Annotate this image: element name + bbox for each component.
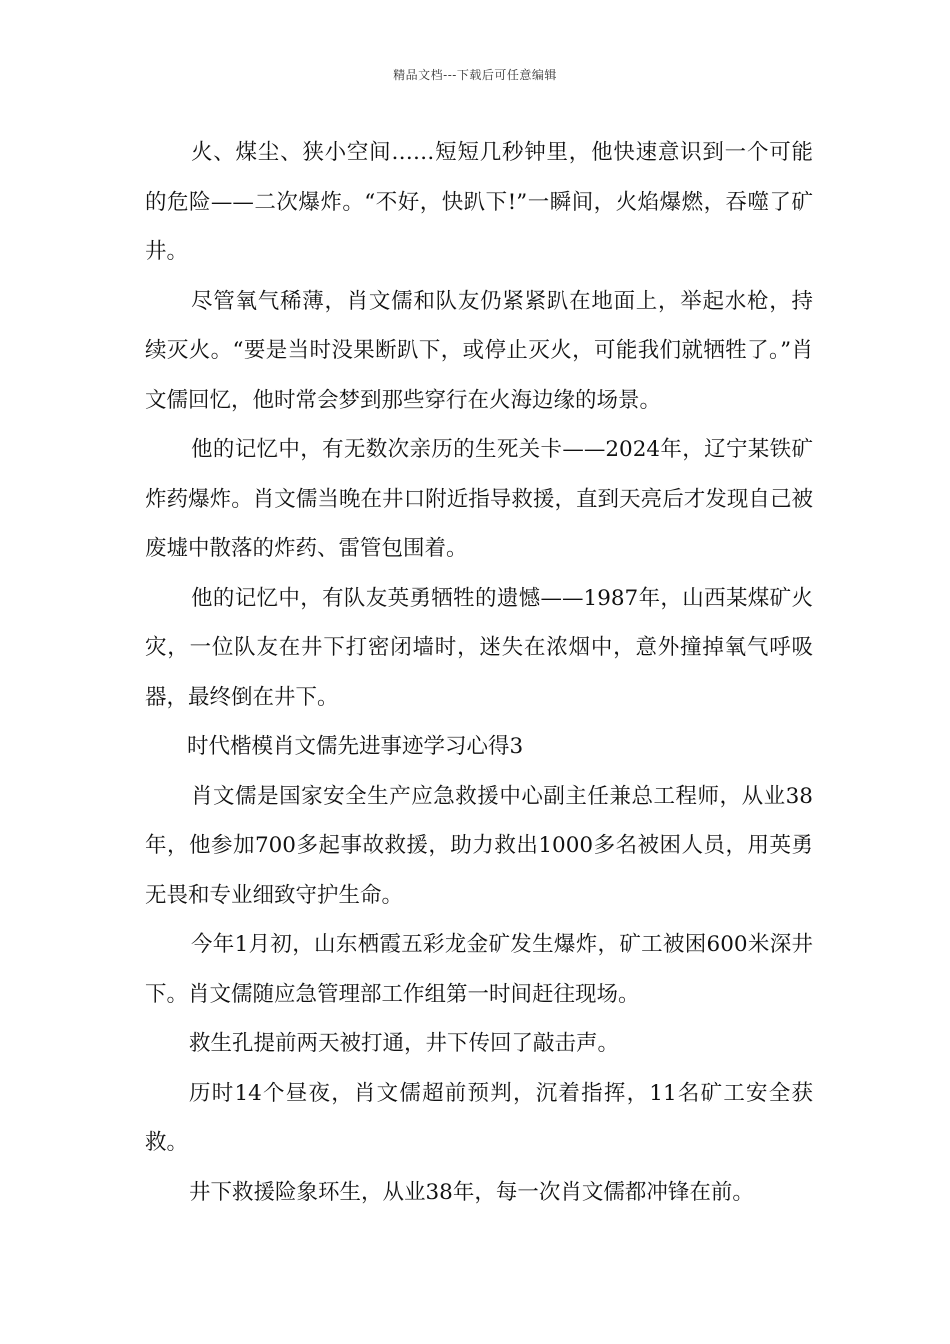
paragraph: 他的记忆中，有队友英勇牺牲的遗憾——1987年，山西某煤矿火灾，一位队友在井下打密闭墙时，迷失在浓烟中，意外撞掉氧气呼吸器，最终倒在井下。 [145, 585, 813, 710]
paragraph: 井下救援险象环生，从业38年，每一次肖文儒都冲锋在前。 [189, 1179, 754, 1205]
paragraph: 尽管氧气稀薄，肖文儒和队友仍紧紧趴在地面上，举起水枪，持续灭火。“要是当时没果断趴下，或停止灭火，可能我们就牺牲了。”肖文儒回忆，他时常会梦到那些穿行在火海边缘的场景。 [145, 288, 813, 413]
section-heading: 时代楷模肖文儒先进事迹学习心得3 [187, 734, 524, 759]
document-body [145, 128, 813, 1217]
paragraph: 今年1月初，山东栖霞五彩龙金矿发生爆炸，矿工被困600米深井下。肖文儒随应急管理部工作组第一时间赶往现场。 [145, 932, 813, 1007]
paragraph: 他的记忆中，有无数次亲历的生死关卡——2024年，辽宁某铁矿炸药爆炸。肖文儒当晚在井口附近指导救援，直到天亮后才发现自己被废墟中散落的炸药、雷管包围着。 [145, 437, 813, 561]
paragraph: 历时14个昼夜，肖文儒超前预判，沉着指挥，11名矿工安全获救。 [145, 1080, 813, 1155]
paragraph: 火、煤尘、狭小空间……短短几秒钟里，他快速意识到一个可能的危险——二次爆炸。“不好，快趴下!”一瞬间，火焰爆燃，吞噬了矿井。 [145, 140, 813, 264]
paragraph: 肖文儒是国家安全生产应急救援中心副主任兼总工程师，从业38年，他参加700多起事故救援，助力救出1000多名被困人员，用英勇无畏和专业细致守护生命。 [145, 783, 813, 908]
page-header: 精品文档---下载后可任意编辑 [393, 68, 557, 82]
paragraph: 救生孔提前两天被打通，井下传回了敲击声。 [189, 1031, 620, 1056]
